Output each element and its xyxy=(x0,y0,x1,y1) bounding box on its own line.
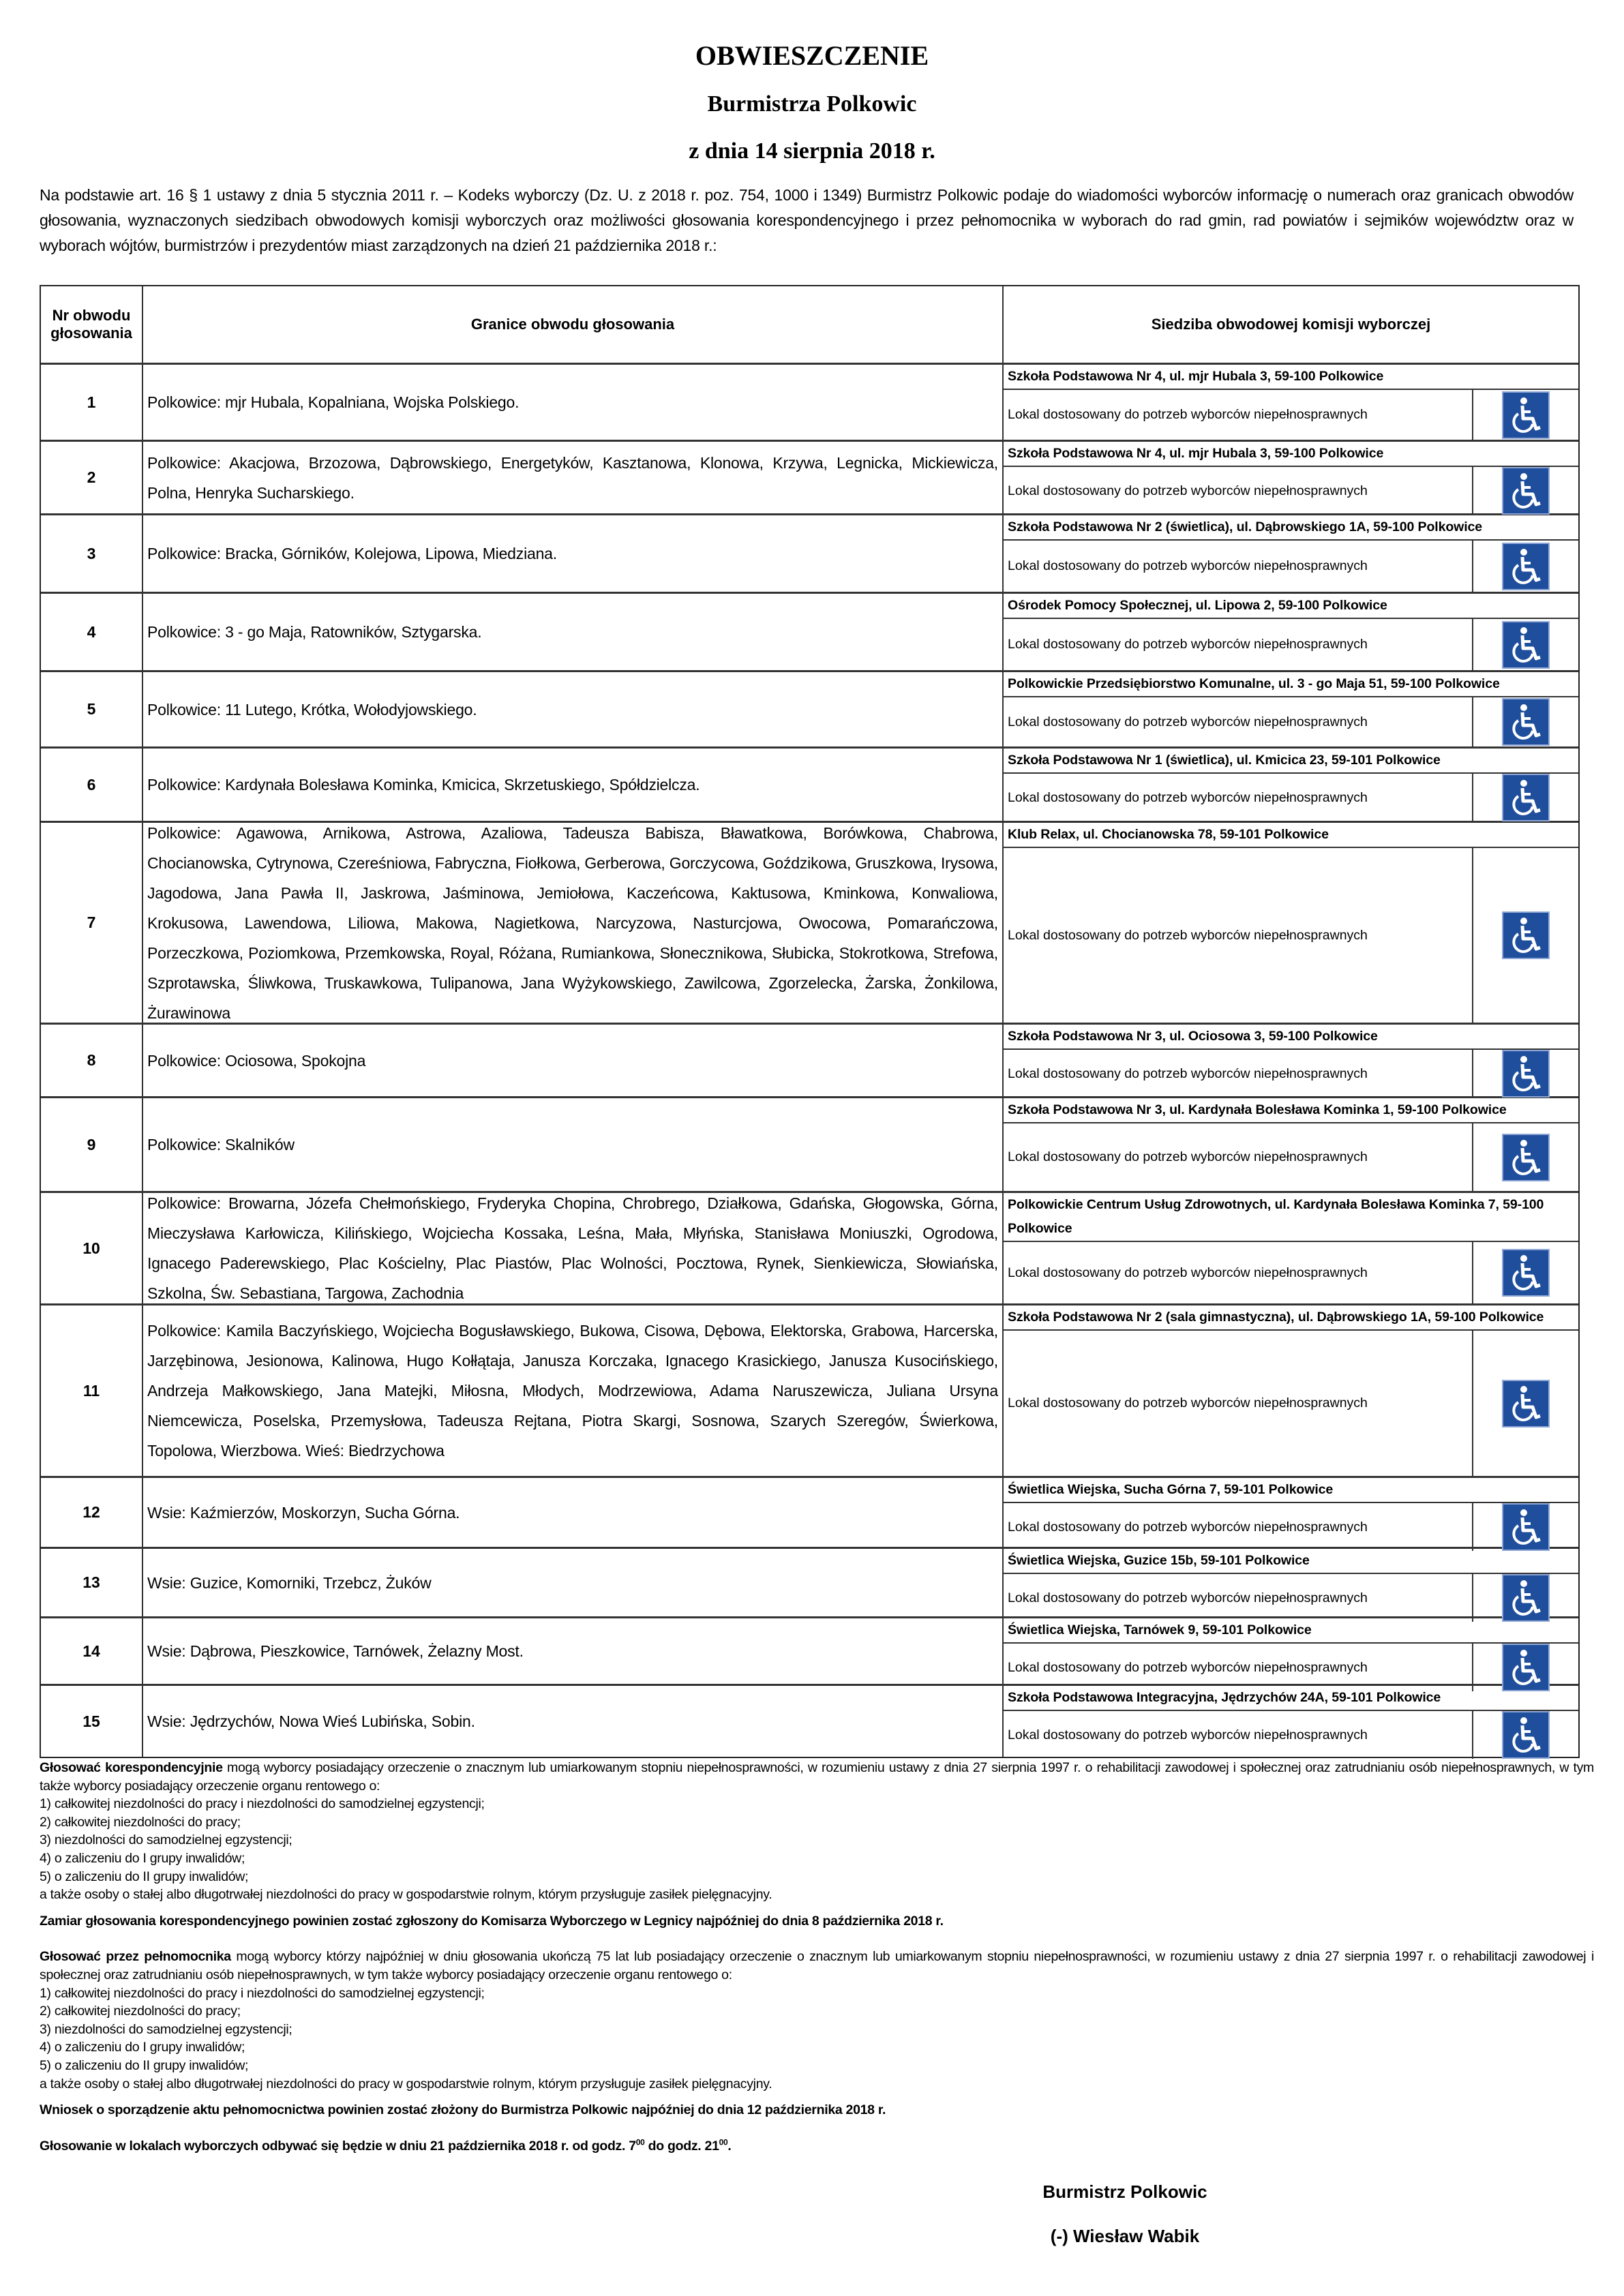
postal-item: 2) całkowitej niezdolności do pracy; xyxy=(40,1814,241,1830)
proxy-item: 4) o zaliczeniu do I grupy inwalidów; xyxy=(40,2040,245,2055)
table-row xyxy=(41,365,1578,442)
district-number: 12 xyxy=(41,1478,143,1547)
accessible-label: Lokal dostosowany do potrzeb wyborców niepełnosprawnych xyxy=(1004,1123,1473,1191)
table-row xyxy=(41,442,1578,515)
wheelchair-icon xyxy=(1502,543,1550,590)
table-row xyxy=(41,1305,1578,1478)
table-row xyxy=(41,1686,1578,1757)
accessibility-icon-cell xyxy=(1473,1242,1578,1303)
district-bounds: Wsie: Guzice, Komorniki, Trzebcz, Żuków xyxy=(143,1549,1004,1616)
accessible-label: Lokal dostosowany do potrzeb wyborców niepełnosprawnych xyxy=(1004,1242,1473,1303)
district-bounds: Polkowice: Bracka, Górników, Kolejowa, Lipowa, Miedziana. xyxy=(143,515,1004,592)
accessible-label: Lokal dostosowany do potrzeb wyborców niepełnosprawnych xyxy=(1004,541,1473,592)
district-number: 14 xyxy=(41,1618,143,1684)
accessible-label: Lokal dostosowany do potrzeb wyborców niepełnosprawnych xyxy=(1004,1574,1473,1622)
wheelchair-icon xyxy=(1502,391,1550,439)
accessibility-icon-cell xyxy=(1473,1123,1578,1191)
postal-item: 1) całkowitej niezdolności do pracy i niezdolności do samodzielnej egzystencji; xyxy=(40,1796,485,1812)
commission-seat: Świetlica Wiejska, Sucha Górna 7, 59-101 Polkowice xyxy=(1004,1478,1578,1503)
wheelchair-icon xyxy=(1502,1134,1550,1181)
table-row xyxy=(41,823,1578,1025)
proxy-item: 2) całkowitej niezdolności do pracy; xyxy=(40,2004,241,2019)
district-number: 10 xyxy=(41,1193,143,1303)
wheelchair-icon xyxy=(1502,1711,1550,1759)
proxy-item: 3) niezdolności do samodzielnej egzystencji; xyxy=(40,2021,292,2037)
postal-item: 4) o zaliczeniu do I grupy inwalidów; xyxy=(40,1850,245,1866)
commission-seat: Szkoła Podstawowa Nr 4, ul. mjr Hubala 3, 59-100 Polkowice xyxy=(1004,442,1578,467)
accessibility-icon-cell xyxy=(1473,390,1578,440)
proxy-text: mogą wyborcy którzy najpóźniej w dniu głosowania ukończą 75 lat lub posiadający orzeczenie o znacznym lub umiarkowanym stopniu niepełnosprawności, w rozumieniu ustawy z dnia 27 sierpnia 1997 r. o rehabilitacji zawodowej i społecznej oraz zatrudnianiu osób niepełnosprawnych, w tym także wyborcy posiadający orzeczenie organu rentowego o: xyxy=(40,1949,1594,1982)
accessibility-icon-cell xyxy=(1473,1331,1578,1476)
district-bounds: Wsie: Kaźmierzów, Moskorzyn, Sucha Górna. xyxy=(143,1478,1004,1547)
district-bounds: Polkowice: 3 - go Maja, Ratowników, Sztygarska. xyxy=(143,594,1004,670)
postal-item: 3) niezdolności do samodzielnej egzystencji; xyxy=(40,1832,292,1848)
district-bounds: Wsie: Dąbrowa, Pieszkowice, Tarnówek, Żelazny Most. xyxy=(143,1618,1004,1684)
voting-hours: Głosowanie w lokalach wyborczych odbywać się będzie w dniu 21 października 2018 r. od godz. $7^{00}$ do godz. $21^{00}$. xyxy=(40,2137,732,2154)
wheelchair-icon xyxy=(1502,1644,1550,1691)
wheelchair-icon xyxy=(1502,1380,1550,1428)
postal-item: 5) o zaliczeniu do II grupy inwalidów; xyxy=(40,1869,249,1884)
district-bounds: Polkowice: Akacjowa, Brzozowa, Dąbrowskiego, Energetyków, Kasztanowa, Klonowa, Krzywa, Legnicka, Mickiewicza, Polna, Henryka Sucharskiego. xyxy=(143,442,1004,513)
wheelchair-icon xyxy=(1502,621,1550,669)
proxy-deadline: Wniosek o sporządzenie aktu pełnomocnictwa powinien zostać złożony do Burmistrza Polkowic najpóźniej do dnia 12 października 2018 r. xyxy=(40,2102,886,2118)
district-bounds: Polkowice: Browarna, Józefa Chełmońskiego, Fryderyka Chopina, Chrobrego, Działkowa, Gdańska, Głogowska, Górna, Mieczysława Karłowicza, Kilińskiego, Wojciecha Kossaka, Leśna, Mała, Młyńska, Stanisława Moniuszki, Ogrodowa, Ignacego Paderewskiego, Plac Kościelny, Plac Piastów, Plac Wolności, Pocztowa, Rynek, Sienkiewicza, Słowiańska, Szkolna, Św. Sebastiana, Targowa, Zachodnia xyxy=(143,1193,1004,1303)
postal-deadline: Zamiar głosowania korespondencyjnego powinien zostać zgłoszony do Komisarza Wyborczego w Legnicy najpóźniej do dnia 8 października 2018 r. xyxy=(40,1913,944,1929)
document-subtitle: Burmistrza Polkowic xyxy=(707,91,917,117)
accessibility-icon-cell xyxy=(1473,848,1578,1023)
commission-seat: Ośrodek Pomocy Społecznej, ul. Lipowa 2, 59-100 Polkowice xyxy=(1004,594,1578,619)
commission-seat: Szkoła Podstawowa Integracyjna, Jędrzychów 24A, 59-101 Polkowice xyxy=(1004,1686,1578,1711)
table-row xyxy=(41,1618,1578,1686)
accessible-label: Lokal dostosowany do potrzeb wyborców niepełnosprawnych xyxy=(1004,1711,1473,1759)
accessibility-icon-cell xyxy=(1473,697,1578,746)
accessibility-icon-cell xyxy=(1473,541,1578,592)
district-number: 13 xyxy=(41,1549,143,1616)
district-number: 9 xyxy=(41,1098,143,1191)
commission-seat: Szkoła Podstawowa Nr 2 (sala gimnastyczna), ul. Dąbrowskiego 1A, 59-100 Polkowice xyxy=(1004,1305,1578,1331)
table-row xyxy=(41,1549,1578,1618)
accessible-label: Lokal dostosowany do potrzeb wyborców niepełnosprawnych xyxy=(1004,619,1473,670)
accessibility-icon-cell xyxy=(1473,1050,1578,1098)
district-number: 11 xyxy=(41,1305,143,1476)
proxy-item: 5) o zaliczeniu do II grupy inwalidów; xyxy=(40,2057,249,2073)
wheelchair-icon xyxy=(1502,1249,1550,1297)
accessible-label: Lokal dostosowany do potrzeb wyborców niepełnosprawnych xyxy=(1004,697,1473,746)
district-number: 2 xyxy=(41,442,143,513)
commission-seat: Świetlica Wiejska, Guzice 15b, 59-101 Polkowice xyxy=(1004,1549,1578,1574)
commission-seat: Szkoła Podstawowa Nr 3, ul. Ociosowa 3, 59-100 Polkowice xyxy=(1004,1025,1578,1050)
accessibility-icon-cell xyxy=(1473,1644,1578,1691)
accessible-label: Lokal dostosowany do potrzeb wyborców niepełnosprawnych xyxy=(1004,774,1473,821)
accessible-label: Lokal dostosowany do potrzeb wyborców niepełnosprawnych xyxy=(1004,1050,1473,1098)
district-bounds: Polkowice: 11 Lutego, Krótka, Wołodyjowskiego. xyxy=(143,672,1004,746)
postal-tail: a także osoby o stałej albo długotrwałej niezdolności do pracy w gospodarstwie rolnym, którym przysługuje zasiłek pielęgnacyjny. xyxy=(40,1887,772,1903)
table-row xyxy=(41,1098,1578,1193)
table-row xyxy=(41,1193,1578,1305)
commission-seat: Szkoła Podstawowa Nr 4, ul. mjr Hubala 3, 59-100 Polkowice xyxy=(1004,365,1578,390)
postal-paragraph xyxy=(40,1759,1594,1795)
commission-seat: Polkowickie Przedsiębiorstwo Komunalne, ul. 3 - go Maja 51, 59-100 Polkowice xyxy=(1004,672,1578,697)
commission-seat: Świetlica Wiejska, Tarnówek 9, 59-101 Polkowice xyxy=(1004,1618,1578,1644)
table-header xyxy=(41,286,1578,365)
table-row xyxy=(41,1025,1578,1098)
wheelchair-icon xyxy=(1502,1574,1550,1622)
document-date: z dnia 14 sierpnia 2018 r. xyxy=(689,138,935,164)
wheelchair-icon xyxy=(1502,911,1550,959)
table-row xyxy=(41,749,1578,823)
proxy-paragraph xyxy=(40,1948,1594,1984)
commission-seat: Szkoła Podstawowa Nr 3, ul. Kardynała Bolesława Kominka 1, 59-100 Polkowice xyxy=(1004,1098,1578,1123)
intro-paragraph: Na podstawie art. 16 § 1 ustawy z dnia 5 stycznia 2011 r. – Kodeks wyborczy (Dz. U. z 2018 r. poz. 754, 1000 i 1349) Burmistrz Polkowic podaje do wiadomości wyborców informację o numerach oraz granicach obwodów głosowania, wyznaczonych siedzibach obwodowych komisji wyborczych oraz możliwości głosowania korespondencyjnego i przez pełnomocnika w wyborach do rad gmin, rad powiatów i sejmików województw oraz w wyborach wójtów, burmistrzów i prezydentów miast zarządzonych na dzień 21 października 2018 r.: xyxy=(40,186,1574,254)
proxy-tail: a także osoby o stałej albo długotrwałej niezdolności do pracy w gospodarstwie rolnym, którym przysługuje zasiłek pielęgnacyjny. xyxy=(40,2076,772,2091)
postal-text: mogą wyborcy posiadający orzeczenie o znacznym lub umiarkowanym stopniu niepełnosprawności, w rozumieniu ustawy z dnia 27 sierpnia 1997 r. o rehabilitacji zawodowej i społecznej oraz zatrudnianiu osób niepełnosprawnych, w tym także wyborcy posiadający orzeczenie organu rentowego o: xyxy=(40,1760,1594,1794)
signature-name: (-) Wiesław Wabik xyxy=(1050,2226,1200,2246)
wheelchair-icon xyxy=(1502,1050,1550,1098)
header-nr: Nr obwodu głosowania xyxy=(41,286,143,363)
accessibility-icon-cell xyxy=(1473,1711,1578,1759)
table-row xyxy=(41,1478,1578,1549)
district-bounds: Polkowice: Agawowa, Arnikowa, Astrowa, Azaliowa, Tadeusza Babisza, Bławatkowa, Borówkowa, Chabrowa, Chocianowska, Cytrynowa, Czereśniowa, Fabryczna, Fiołkowa, Gerberowa, Gorczycowa, Goździkowa, Gruszkowa, Irysowa, Jagodowa, Jana Pawła II, Jaskrowa, Jaśminowa, Jemiołowa, Kaczeńcowa, Kaktusowa, Kminkowa, Konwaliowa, Krokusowa, Lawendowa, Liliowa, Makowa, Nagietkowa, Narcyzowa, Nasturcjowa, Owocowa, Pomarańczowa, Porzeczkowa, Poziomkowa, Przemkowska, Royal, Różana, Rumiankowa, Słonecznikowa, Słubicka, Stokrotkowa, Strefowa, Szprotawska, Śliwkowa, Truskawkowa, Tulipanowa, Jana Wyżykowskiego, Zawilcowa, Zgorzelecka, Żarska, Żonkilowa, Żurawinowa xyxy=(143,823,1004,1023)
accessibility-icon-cell xyxy=(1473,1574,1578,1622)
accessible-label: Lokal dostosowany do potrzeb wyborców niepełnosprawnych xyxy=(1004,390,1473,440)
commission-seat: Szkoła Podstawowa Nr 1 (świetlica), ul. Kmicica 23, 59-101 Polkowice xyxy=(1004,749,1578,774)
commission-seat: Polkowickie Centrum Usług Zdrowotnych, ul. Kardynała Bolesława Kominka 7, 59-100 Polkowice xyxy=(1004,1193,1578,1242)
accessibility-icon-cell xyxy=(1473,774,1578,821)
district-number: 4 xyxy=(41,594,143,670)
header-seat: Siedziba obwodowej komisji wyborczej xyxy=(1151,316,1431,333)
postal-lead: Głosować korespondencyjnie xyxy=(40,1760,223,1775)
accessible-label: Lokal dostosowany do potrzeb wyborców niepełnosprawnych xyxy=(1004,1503,1473,1551)
table-row xyxy=(41,672,1578,749)
accessible-label: Lokal dostosowany do potrzeb wyborców niepełnosprawnych xyxy=(1004,1331,1473,1476)
proxy-item: 1) całkowitej niezdolności do pracy i niezdolności do samodzielnej egzystencji; xyxy=(40,1985,485,2001)
district-number: 8 xyxy=(41,1025,143,1096)
commission-seat: Klub Relax, ul. Chocianowska 78, 59-101 Polkowice xyxy=(1004,823,1578,848)
signature-role: Burmistrz Polkowic xyxy=(1042,2181,1207,2202)
accessibility-icon-cell xyxy=(1473,467,1578,515)
district-number: 6 xyxy=(41,749,143,821)
document-title: OBWIESZCZENIE xyxy=(695,40,929,71)
district-bounds: Wsie: Jędrzychów, Nowa Wieś Lubińska, Sobin. xyxy=(143,1686,1004,1757)
district-number: 1 xyxy=(41,365,143,440)
district-bounds: Polkowice: Kamila Baczyńskiego, Wojciecha Bogusławskiego, Bukowa, Cisowa, Dębowa, Elektorska, Grabowa, Harcerska, Jarzębinowa, Jesionowa, Kalinowa, Hugo Kołłątaja, Janusza Korczaka, Ignacego Krasickiego, Janusza Kusocińskiego, Andrzeja Małkowskiego, Jana Matejki, Miłosna, Młodych, Modrzewiowa, Adama Naruszewicza, Juliana Ursyna Niemcewicza, Poselska, Przemysłowa, Tadeusza Rejtana, Piotra Skargi, Sosnowa, Szarych Szeregów, Świerkowa, Topolowa, Wierzbowa. Wieś: Biedrzychowa xyxy=(143,1305,1004,1476)
accessible-label: Lokal dostosowany do potrzeb wyborców niepełnosprawnych xyxy=(1004,848,1473,1023)
districts-table xyxy=(40,285,1580,1758)
wheelchair-icon xyxy=(1502,774,1550,821)
table-row xyxy=(41,515,1578,594)
district-number: 3 xyxy=(41,515,143,592)
accessibility-icon-cell xyxy=(1473,619,1578,670)
accessibility-icon-cell xyxy=(1473,1503,1578,1551)
district-bounds: Polkowice: Kardynała Bolesława Kominka, Kmicica, Skrzetuskiego, Spółdzielcza. xyxy=(143,749,1004,821)
wheelchair-icon xyxy=(1502,467,1550,515)
proxy-lead: Głosować przez pełnomocnika xyxy=(40,1949,231,1965)
commission-seat: Szkoła Podstawowa Nr 2 (świetlica), ul. Dąbrowskiego 1A, 59-100 Polkowice xyxy=(1004,515,1578,541)
district-bounds: Polkowice: mjr Hubala, Kopalniana, Wojska Polskiego. xyxy=(143,365,1004,440)
district-number: 15 xyxy=(41,1686,143,1757)
district-bounds: Polkowice: Ociosowa, Spokojna xyxy=(143,1025,1004,1096)
accessible-label: Lokal dostosowany do potrzeb wyborców niepełnosprawnych xyxy=(1004,1644,1473,1691)
district-number: 5 xyxy=(41,672,143,746)
accessible-label: Lokal dostosowany do potrzeb wyborców niepełnosprawnych xyxy=(1004,467,1473,515)
wheelchair-icon xyxy=(1502,1503,1550,1551)
district-number: 7 xyxy=(41,823,143,1023)
wheelchair-icon xyxy=(1502,698,1550,746)
header-bounds: Granice obwodu głosowania xyxy=(143,286,1004,363)
notes xyxy=(40,1759,1594,2155)
table-row xyxy=(41,594,1578,672)
district-bounds: Polkowice: Skalników xyxy=(143,1098,1004,1191)
